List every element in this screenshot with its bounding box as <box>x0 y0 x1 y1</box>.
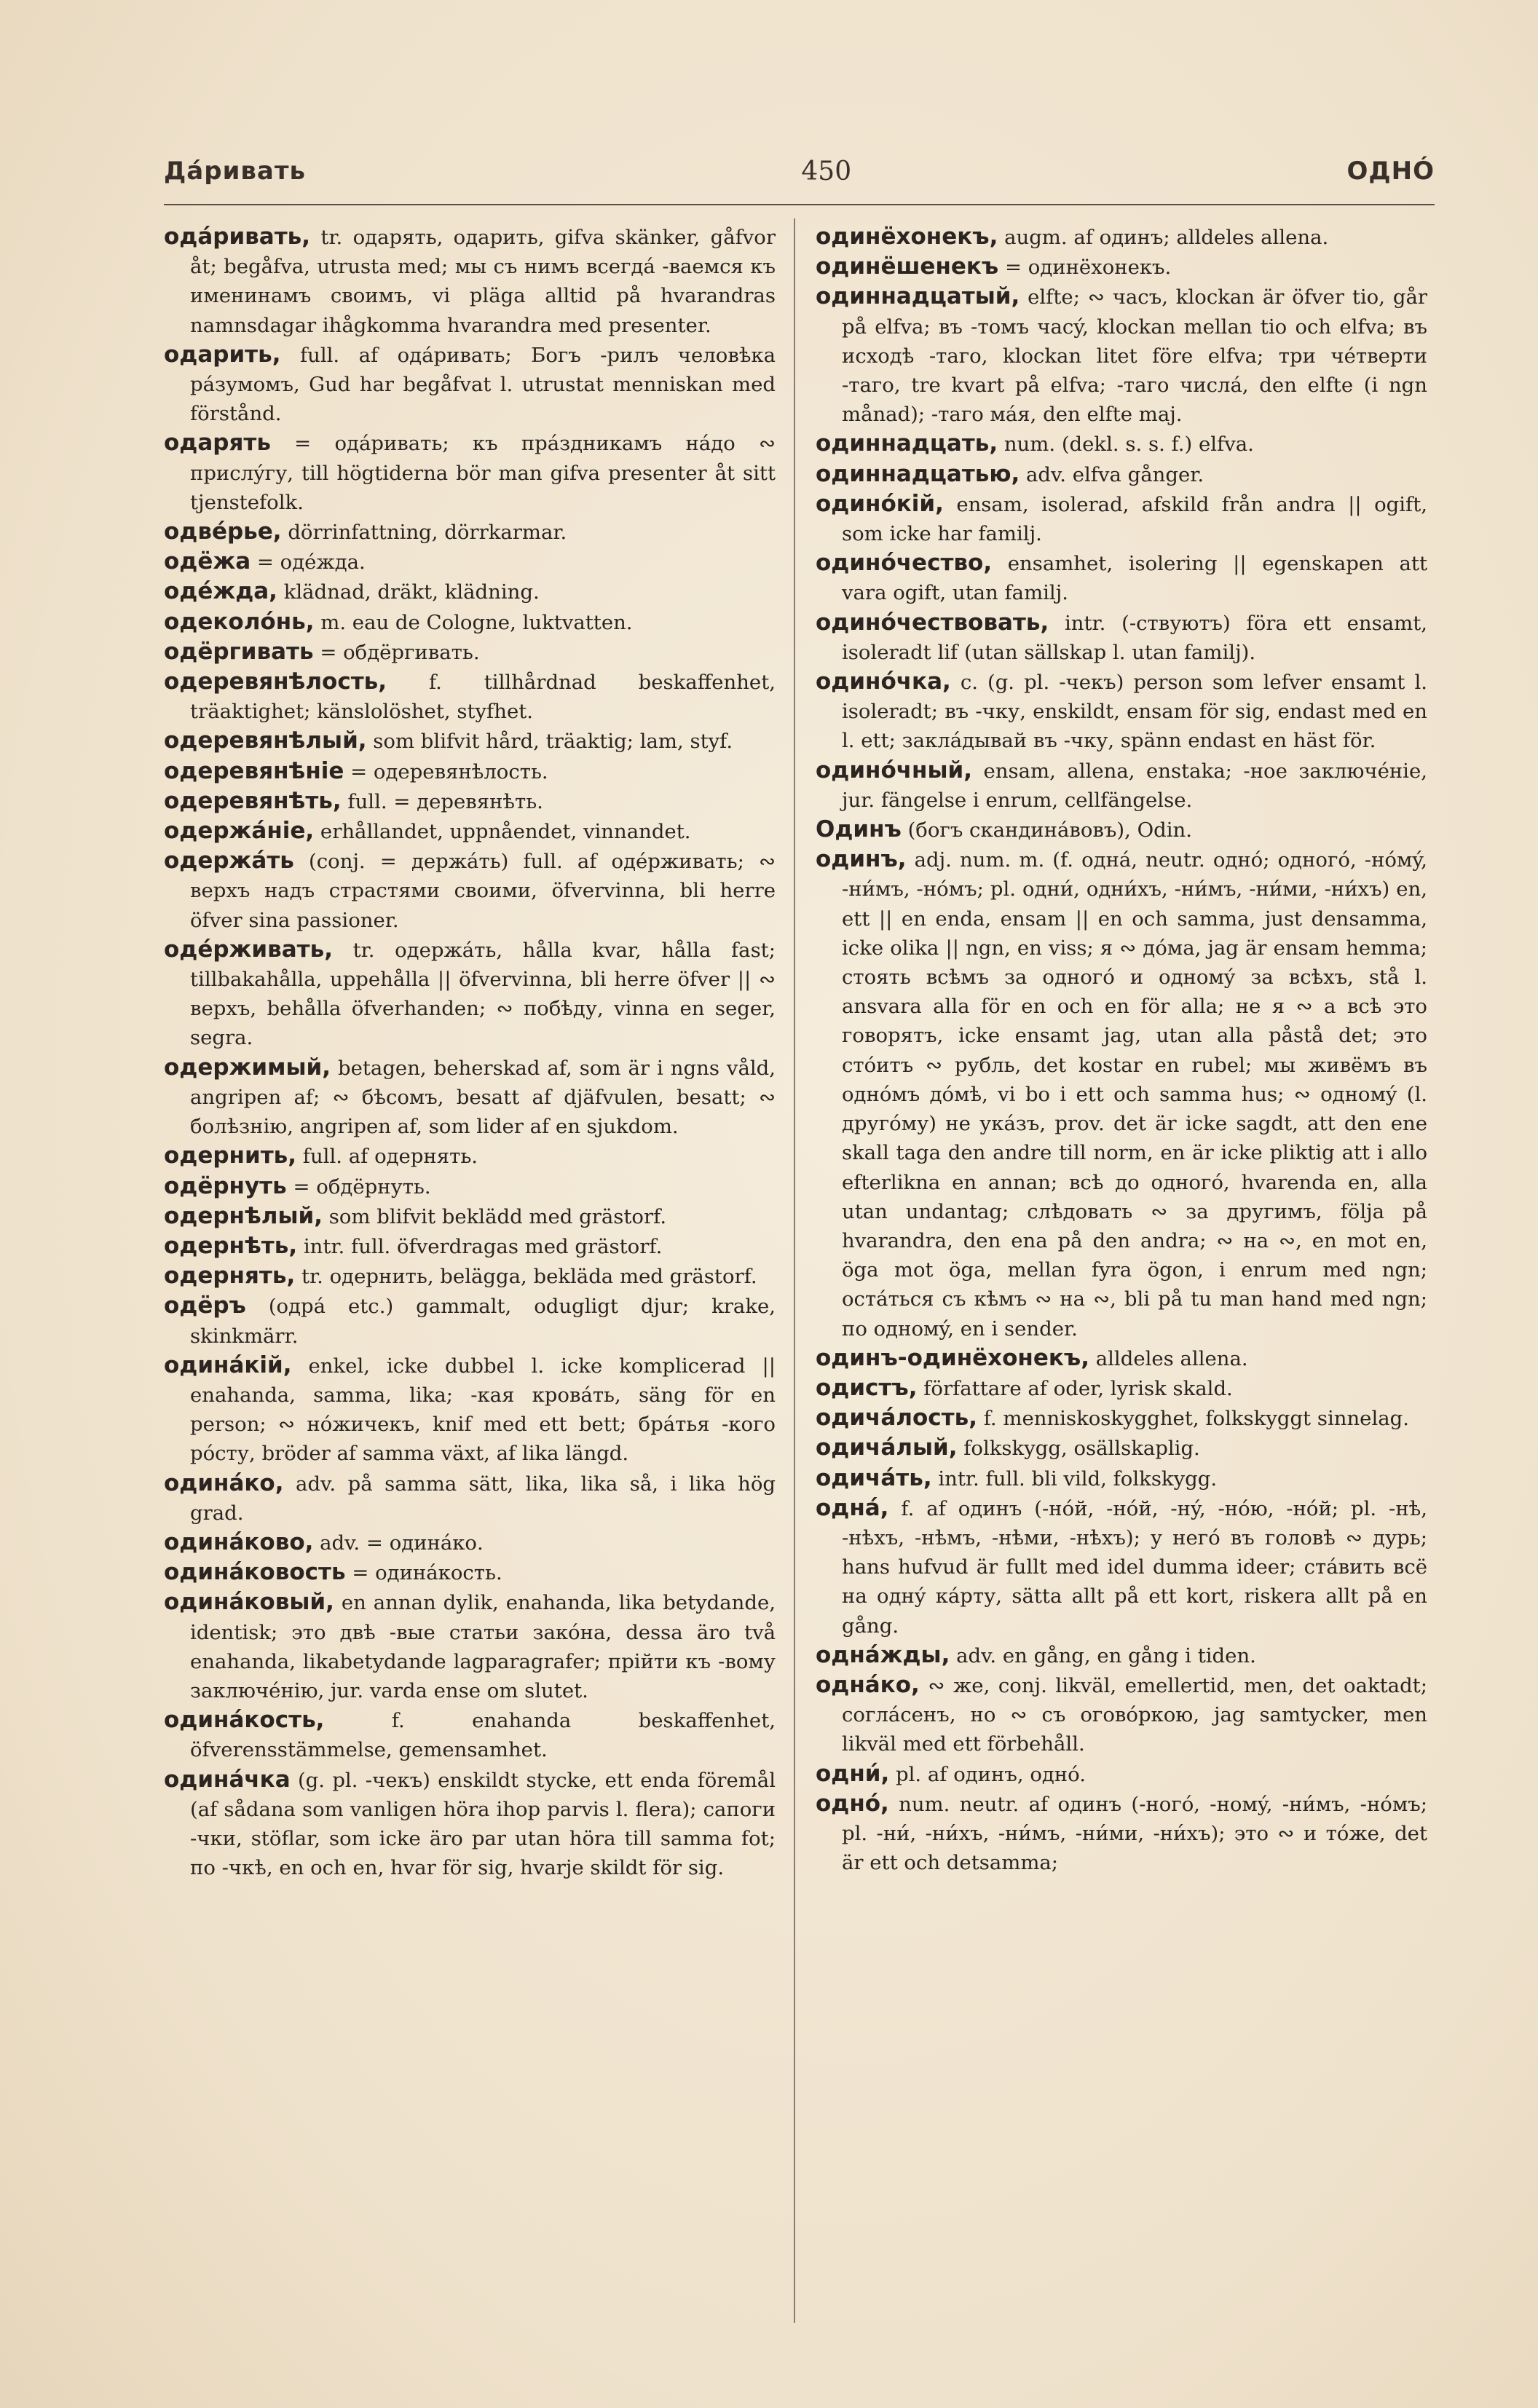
dictionary-entry <box>164 1528 776 1558</box>
entry-headword: одинáково, <box>164 1528 314 1555</box>
entry-definition: f. tillhårdnad beskaffenhet, träaktighet; känslolöshet, styfhet. <box>190 671 776 724</box>
entry-definition: adj. num. m. (f. однá, neutr. однó; одногó, -нóмý, -ни́мъ, -нóмъ; pl. одни́, одни́хъ, -ни́мъ, -ни́ми, -ни́хъ) en, ett || en enda, ensam || en och samma, just densamma, icke olika || ngn, en viss; я ∾ дóма, jag är ensam hemma; стоять всѣмъ за одногó и одномý за всѣхъ, stå l. ansvara alla för en och en för alla; не я ∾ а всѣ это говорятъ, icke ensamt jag, utan alla påstå det; это стóитъ ∾ рубль, det kostar en rubel; мы живёмъ въ однóмъ дóмѣ, vi bo i ett och samma hus; ∾ одномý (l. другóму) не укáзъ, prov. det är icke sagdt, att den ene skall taga den andre till norm, en är icke pliktig att i allo efterlikna en annan; всѣ до одногó, hvarenda en, alla utan undantag; слѣдовать ∾ за другимъ, följa på hvarandra, den ena på den andra; ∾ на ∾, en mot en, öga mot öga, mellan fyra ögon, i enrum med ngn; остáться съ кѣмъ ∾ на ∾, bli på tu man hand med ngn; по одномý, en i sender. <box>842 848 1427 1341</box>
entry-headword: одернѣть, <box>164 1232 298 1259</box>
entry-headword: одни́, <box>816 1760 890 1787</box>
left-column <box>164 222 776 1882</box>
entry-definition: en annan dylik, enahanda, lika betydande, identisk; это двѣ -вые статьи закóна, dessa äro två enahanda, likabetydande lagparagrafer; прійти къ -вому заключéнію, jur. varda ense om slutet. <box>190 1591 776 1702</box>
entry-definition: dörrinfattning, dörrkarmar. <box>281 521 567 545</box>
entry-definition: c. (g. pl. -чекъ) person som lefver ensamt l. isoleradt; въ -чку, enskildt, ensam för sig, endast med en l. ett; заклáдывай въ -чку, spänn endast en häst för. <box>842 671 1427 753</box>
entry-definition: ensam, isolerad, afskild från andra || ogift, som icke har familj. <box>842 492 1427 546</box>
header-right-guideword: ОДНÓ <box>1346 157 1435 186</box>
dictionary-entry <box>816 667 1427 756</box>
entry-definition: full. af одáривать; Богъ -рилъ человѣка рáзумомъ, Gud har begåfvat l. utrustat menniskan med förstånd. <box>190 343 776 426</box>
dictionary-entry <box>164 517 776 547</box>
entry-headword: одинáковость <box>164 1559 346 1586</box>
dictionary-entry <box>816 1641 1427 1670</box>
dictionary-entry <box>164 1587 776 1705</box>
entry-definition: adv. = одинáко. <box>313 1531 484 1555</box>
dictionary-entry <box>164 428 776 517</box>
entry-definition: elfte; ∾ часъ, klockan är öfver tio, går på elfva; въ -томъ часý, klockan mellan tio och elfva; въ исходѣ -таго, klockan litet före elfva; три чéтверти -таго, tre kvart på elfva; -таго числá, den elfte (i ngn månad); -таго мáя, den elfte maj. <box>842 285 1427 427</box>
entry-definition: folkskygg, osällskaplig. <box>957 1437 1200 1461</box>
entry-headword: одичáлость, <box>816 1405 977 1432</box>
entry-headword: одиннадцатый, <box>816 283 1020 310</box>
entry-headword: одинáчка <box>164 1766 291 1793</box>
entry-definition: som blifvit beklädd med grästorf. <box>323 1204 667 1228</box>
dictionary-entry <box>816 1464 1427 1493</box>
dictionary-entry <box>816 1789 1427 1878</box>
dictionary-entry <box>816 1759 1427 1789</box>
entry-definition: num. (dekl. s. s. f.) elfva. <box>998 433 1254 457</box>
dictionary-entry <box>816 429 1427 459</box>
entry-definition: num. neutr. af одинъ (-ногó, -номý, -ни́мъ, -нóмъ; pl. -ни́, -ни́хъ, -ни́мъ, -ни́ми, -ни́хъ); это ∾ и тóже, det är ett och detsamma; <box>842 1792 1427 1875</box>
header-left-guideword: Дáривать <box>164 157 307 186</box>
entry-headword: одвéрье, <box>164 518 282 545</box>
entry-definition: ensam, allena, enstaka; -ное заключéніе, jur. fängelse i enrum, cellfängelse. <box>842 759 1427 812</box>
entry-definition: = одáривать; къ прáздникамъ нáдо ∾ прислýгу, till högtiderna bör man gifva presenter åt sitt tjenstefolk. <box>190 432 776 514</box>
entry-definition: alldeles allena. <box>1089 1346 1248 1370</box>
dictionary-entry <box>164 757 776 786</box>
dictionary-entry <box>164 340 776 429</box>
entry-headword: одёжа <box>164 548 251 575</box>
entry-headword: одарять <box>164 430 271 457</box>
entry-headword: одернить, <box>164 1142 297 1169</box>
entry-definition: klädnad, dräkt, klädning. <box>277 580 540 604</box>
entry-headword: одинóчествовать, <box>816 609 1049 636</box>
dictionary-entry <box>164 1141 776 1171</box>
entry-definition: f. af одинъ (-нóй, -нóй, -нý, -нóю, -нóй; pl. -нѣ, -нѣхъ, -нѣмъ, -нѣми, -нѣхъ); у негó въ головѣ ∾ дурь; hans hufvud är fullt med idel dumma ideer; стáвить всё на однý кáрту, sätta allt på ett kort, riskera allt på en gång. <box>842 1496 1427 1638</box>
dictionary-entry <box>816 489 1427 548</box>
entry-headword: одичáть, <box>816 1464 932 1491</box>
dictionary-entry <box>164 637 776 667</box>
dictionary-entry <box>164 846 776 935</box>
entry-definition: f. enahanda beskaffenhet, öfverensstämmelse, gemensamhet. <box>190 1709 776 1762</box>
dictionary-entry <box>164 726 776 756</box>
entry-definition: ∾ же, conj. likväl, emellertid, men, det oaktadt; соглáсенъ, но ∾ съ оговóркою, jag samtycker, men likväl med ett förbehåll. <box>842 1673 1427 1756</box>
entry-definition: = одинáкость. <box>345 1561 502 1585</box>
entry-headword: одеколóнь, <box>164 608 315 635</box>
entry-headword: одернѣлый, <box>164 1202 323 1229</box>
dictionary-entry <box>816 608 1427 667</box>
dictionary-entry <box>816 459 1427 489</box>
dictionary-entry <box>164 1351 776 1469</box>
entry-definition: tr. одернить, belägga, bekläda med grästorf. <box>295 1265 757 1289</box>
entry-definition: = обдёргивать. <box>313 640 480 664</box>
entry-headword: одержáніе, <box>164 818 315 845</box>
dictionary-entry <box>164 667 776 726</box>
dictionary-entry <box>164 547 776 577</box>
dictionary-entry <box>816 1373 1427 1403</box>
dictionary-entry <box>164 1261 776 1291</box>
dictionary-entry <box>164 1765 776 1883</box>
entry-headword: одинóчество, <box>816 550 993 577</box>
dictionary-entry <box>816 1403 1427 1433</box>
entry-headword: одéрживать, <box>164 936 334 963</box>
entry-definition: full. af одернять. <box>296 1145 478 1169</box>
dictionary-entry <box>816 252 1427 282</box>
entry-headword: одиннадцатью, <box>816 460 1020 487</box>
entry-definition: = одинёхонекъ. <box>998 256 1172 280</box>
dictionary-entry <box>816 548 1427 607</box>
dictionary-entry <box>816 1670 1427 1759</box>
dictionary-entry <box>816 1493 1427 1641</box>
entry-definition: = обдёрнуть. <box>286 1175 431 1199</box>
entry-headword: одинóкій, <box>816 490 944 517</box>
entry-definition: (conj. = держáть) full. af одéрживать; ∾ верхъ надъ страстями своими, öfvervinna, bli herre öfver sina passioner. <box>190 850 776 932</box>
entry-headword: одернять, <box>164 1263 296 1290</box>
entry-definition: adv. en gång, en gång i tiden. <box>950 1643 1256 1667</box>
dictionary-entry <box>164 1053 776 1142</box>
entry-definition: = одеревянѣлость. <box>344 759 548 783</box>
entry-definition: intr. full. öfverdragas med grästorf. <box>297 1234 663 1258</box>
entry-definition: författare af oder, lyrisk skald. <box>917 1376 1233 1400</box>
entry-headword: одеревянѣлый, <box>164 727 367 754</box>
entry-definition: tr. одержáть, hålla kvar, hålla fast; tillbakahålla, uppehålla || öfvervinna, bli herre öfver || ∾ верхъ, behålla öfverhanden; ∾ побѣду, vinna en seger, segra. <box>190 938 776 1050</box>
entry-definition: intr. (-ствуютъ) föra ett ensamt, isoleradt lif (utan sällskap l. utan familj). <box>842 611 1427 664</box>
entry-definition: tr. одарять, одарить, gifva skänker, gåfvor åt; begåfva, utrusta med; мы съ нимъ всегдá -ваемся къ именинамъ своимъ, vi pläga alltid på hvarandras namnsdagar ihågkomma hvarandra med presenter. <box>190 226 776 337</box>
right-column <box>816 222 1427 1877</box>
dictionary-entry <box>164 1201 776 1231</box>
dictionary-entry <box>816 222 1427 252</box>
entry-definition: (одрá etc.) gammalt, odugligt djur; krake, skinkmärr. <box>190 1295 776 1348</box>
entry-headword: одистъ, <box>816 1374 918 1401</box>
entry-definition: intr. full. bli vild, folkskygg. <box>931 1466 1218 1491</box>
dictionary-entry <box>164 222 776 340</box>
entry-headword: одеревянѣть, <box>164 787 342 814</box>
entry-definition: full. = деревянѣть. <box>341 789 543 813</box>
entry-headword: одержимый, <box>164 1054 331 1081</box>
entry-definition: ensamhet, isolering || egenskapen att vara ogift, utan familj. <box>842 552 1427 605</box>
entry-definition: enkel, icke dubbel l. icke komplicerad || enahanda, samma, lika; -кая кровáть, säng för en person; ∾ нóжичекъ, knif med ett bett; брáтья -кого рóсту, bröder af samma växt, af lika längd. <box>190 1354 776 1466</box>
entry-headword: одинъ, <box>816 846 907 873</box>
entry-definition: erhållandet, uppnåendet, vinnandet. <box>314 820 691 844</box>
dictionary-entry <box>164 786 776 816</box>
entry-headword: одарить, <box>164 341 281 368</box>
entry-headword: одинёшенекъ <box>816 253 999 280</box>
entry-headword: одéжда, <box>164 578 277 605</box>
entry-definition: pl. af одинъ, однó. <box>889 1762 1086 1786</box>
entry-headword: однáжды, <box>816 1641 950 1668</box>
dictionary-entry <box>816 1343 1427 1373</box>
dictionary-entry <box>164 935 776 1053</box>
dictionary-entry <box>816 756 1427 815</box>
dictionary-entry <box>816 815 1427 845</box>
entry-headword: одичáлый, <box>816 1434 958 1461</box>
entry-headword: одёргивать <box>164 638 314 665</box>
entry-headword: одёрнуть <box>164 1172 287 1199</box>
entry-headword: одиннадцать, <box>816 430 998 457</box>
dictionary-entry <box>164 577 776 607</box>
entry-headword: однá, <box>816 1494 889 1521</box>
dictionary-entry <box>164 1558 776 1587</box>
dictionary-entry <box>164 1291 776 1350</box>
entry-headword: одеревянѣніе <box>164 757 344 784</box>
entry-headword: одеревянѣлость, <box>164 668 387 695</box>
dictionary-entry <box>164 1172 776 1201</box>
dictionary-entry <box>164 816 776 846</box>
entry-definition: (g. pl. -чекъ) enskildt stycke, ett enda föremål (af sådana som vanligen höra ihop parvis l. flera); сапоги -чки, stöflar, som icke äro par utan höra till samma fot; по -чкѣ, en och en, hvar för sig, hvarje skildt för sig. <box>190 1768 776 1880</box>
entry-definition: adv. elfva gånger. <box>1020 462 1204 486</box>
entry-headword: однó, <box>816 1790 889 1817</box>
entry-headword: одинáкость, <box>164 1707 325 1734</box>
page-header <box>164 149 1435 193</box>
entry-definition: augm. af одинъ; alldeles allena. <box>998 226 1329 249</box>
entry-headword: одинъ-одинёхонекъ, <box>816 1344 1089 1371</box>
header-rule <box>164 204 1435 205</box>
entry-headword: однáко, <box>816 1671 920 1698</box>
entry-headword: Одинъ <box>816 816 902 843</box>
entry-headword: одинóчный, <box>816 757 973 783</box>
dictionary-entry <box>816 845 1427 1343</box>
entry-definition: f. menniskoskygghet, folkskyggt sinnelag. <box>977 1407 1409 1431</box>
page-number: 450 <box>801 156 852 186</box>
dictionary-entry <box>164 1705 776 1764</box>
dictionary-entry <box>164 1231 776 1261</box>
dictionary-entry <box>164 607 776 637</box>
entry-definition: som blifvit hård, träaktig; lam, styf. <box>366 730 733 754</box>
column-divider <box>794 218 795 2323</box>
dictionary-entry <box>816 1433 1427 1463</box>
entry-headword: одёръ <box>164 1292 246 1319</box>
dictionary-entry <box>816 282 1427 429</box>
entry-definition: adv. på samma sätt, lika, lika så, i lika hög grad. <box>190 1472 776 1525</box>
entry-headword: одинáко, <box>164 1469 284 1496</box>
entry-headword: одáривать, <box>164 224 311 250</box>
entry-headword: одинёхонекъ, <box>816 224 998 250</box>
entry-headword: одинáковый, <box>164 1589 334 1616</box>
entry-definition: betagen, beherskad af, som är i ngns våld, angripen af; ∾ бѣсомъ, besatt af djäfvulen, besatt; ∾ болѣзнію, angripen af, som lider af en sjukdom. <box>190 1056 776 1139</box>
entry-definition: = одéжда. <box>251 550 366 575</box>
dictionary-entry <box>164 1469 776 1528</box>
entry-definition: m. eau de Cologne, luktvatten. <box>314 610 633 634</box>
entry-definition: (богъ скандинáвовъ), Odin. <box>901 818 1192 842</box>
entry-headword: одинáкій, <box>164 1351 292 1378</box>
entry-headword: одержáть <box>164 848 294 875</box>
entry-headword: одинóчка, <box>816 668 951 695</box>
